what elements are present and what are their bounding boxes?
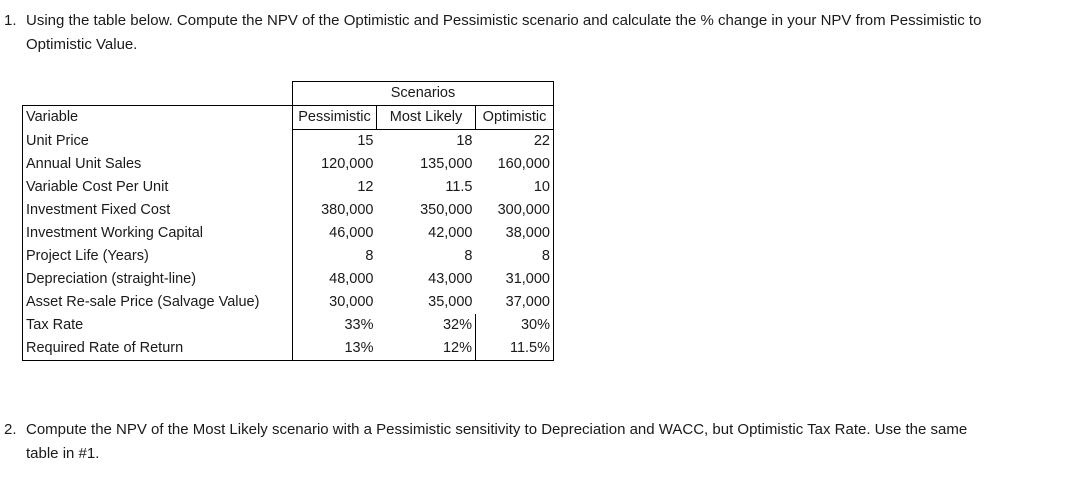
table-row (23, 176, 554, 199)
row-pessimistic: 380,000 (293, 199, 377, 222)
row-variable: Unit Price (23, 130, 293, 154)
question-1-number: 1. (4, 12, 17, 29)
row-pessimistic: 12 (293, 176, 377, 199)
table-row (23, 268, 554, 291)
table-empty-corner (23, 82, 293, 106)
row-pessimistic: 8 (293, 245, 377, 268)
question-2-line-2: table in #1. (26, 445, 100, 462)
row-pessimistic: 30,000 (293, 291, 377, 314)
row-variable: Investment Working Capital (23, 222, 293, 245)
header-variable: Variable (23, 106, 293, 130)
question-2-line-1 (4, 418, 1069, 442)
table-row (23, 153, 554, 176)
row-pessimistic: 13% (293, 337, 377, 361)
question-1 (4, 9, 1069, 57)
table-row (23, 291, 554, 314)
row-variable: Investment Fixed Cost (23, 199, 293, 222)
row-variable: Project Life (Years) (23, 245, 293, 268)
table-row (23, 337, 554, 361)
table-row (23, 130, 554, 154)
row-most-likely: 42,000 (428, 225, 473, 241)
header-pessimistic: Pessimistic (293, 106, 377, 130)
question-1-text: Using the table below. Compute the NPV of the Optimistic and Pessimistic scenario and calculate the % change in your NPV from Pessimistic to (26, 12, 982, 29)
row-most-likely: 18 (456, 133, 473, 149)
row-pessimistic: 48,000 (293, 268, 377, 291)
row-optimistic: 30% (476, 314, 554, 337)
row-optimistic: 300,000 (476, 199, 554, 222)
question-2 (4, 418, 1069, 466)
row-optimistic: 11.5% (476, 337, 554, 361)
scenarios-header: Scenarios (293, 82, 554, 106)
question-2-number: 2. (4, 421, 17, 438)
row-optimistic: 31,000 (476, 268, 554, 291)
row-most-likely: 350,000 (420, 202, 473, 218)
row-optimistic: 10 (476, 176, 554, 199)
row-optimistic: 38,000 (476, 222, 554, 245)
question-1-line-1 (4, 9, 1069, 33)
table-row (23, 222, 554, 245)
row-variable: Required Rate of Return (23, 337, 293, 361)
row-most-likely: 32% (377, 314, 476, 337)
header-optimistic: Optimistic (476, 106, 554, 130)
row-optimistic: 22 (476, 130, 554, 154)
row-optimistic: 37,000 (476, 291, 554, 314)
row-most-likely: 35,000 (428, 294, 473, 310)
row-pessimistic: 33% (293, 314, 377, 337)
question-1-line-2: Optimistic Value. (26, 36, 138, 53)
row-pessimistic: 46,000 (293, 222, 377, 245)
row-most-likely: 11.5 (445, 179, 473, 195)
row-optimistic: 160,000 (476, 153, 554, 176)
question-2-text: Compute the NPV of the Most Likely scenario with a Pessimistic sensitivity to Depreciation and WACC, but Optimistic Tax Rate. Use the same (26, 421, 968, 438)
row-optimistic: 8 (476, 245, 554, 268)
row-variable: Annual Unit Sales (23, 153, 293, 176)
row-pessimistic: 120,000 (293, 153, 377, 176)
table-header-row (23, 106, 554, 130)
scenario-table (22, 81, 554, 361)
row-pessimistic: 15 (293, 130, 377, 154)
table-row (23, 314, 554, 337)
row-variable: Tax Rate (23, 314, 293, 337)
row-variable: Variable Cost Per Unit (23, 176, 293, 199)
row-variable: Depreciation (straight-line) (23, 268, 293, 291)
table-row (23, 199, 554, 222)
header-most-likely: Most Likely (377, 106, 476, 130)
table-group-header-row (23, 82, 554, 106)
row-most-likely: 135,000 (420, 156, 473, 172)
row-most-likely: 12% (377, 337, 476, 361)
row-most-likely: 43,000 (428, 271, 473, 287)
row-variable: Asset Re-sale Price (Salvage Value) (23, 291, 293, 314)
row-most-likely: 8 (464, 248, 473, 264)
table-row (23, 245, 554, 268)
